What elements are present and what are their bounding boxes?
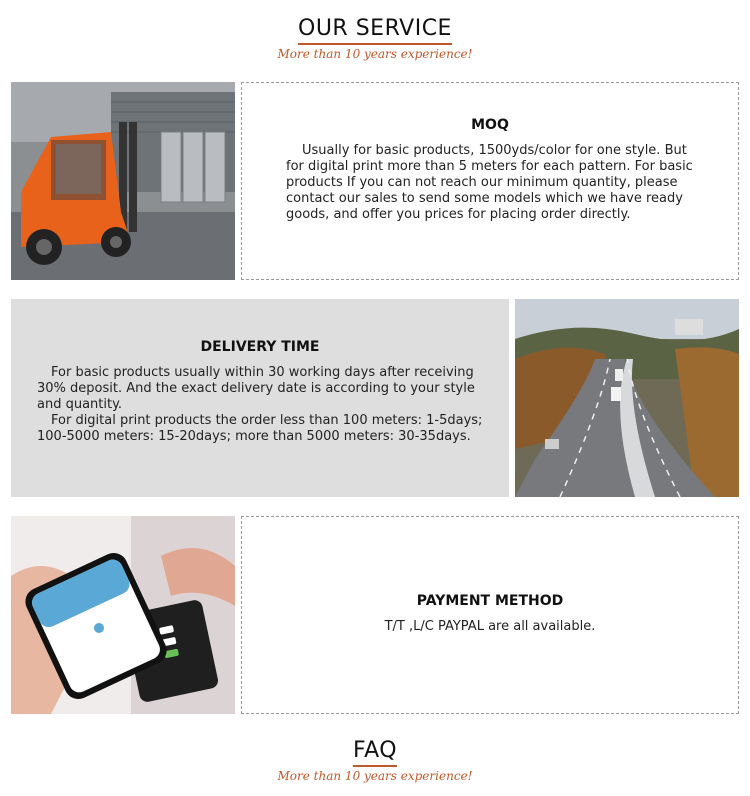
delivery-paragraph-2: For digital print products the order less than 100 meters: 1-5days; 100-5000 meters: 15-20days; more than 5000 meters: 30-35days. <box>37 413 483 444</box>
delivery-heading: DELIVERY TIME <box>200 339 320 355</box>
moq-box <box>241 82 739 280</box>
delivery-paragraph-1: For basic products usually within 30 working days after receiving 30% deposit. And the exact delivery date is according to your style and quantity. <box>37 365 475 412</box>
moq-paragraph: Usually for basic products, 1500yds/color for one style. But for digital print more than 5 meters for each pattern. For basic products If you can not reach our minimum quantity, please contact our sales to send some models which we have ready goods, and offer you prices for placing order directly. <box>286 143 693 222</box>
mobile-payment-photo <box>11 516 235 714</box>
delivery-box <box>11 299 509 497</box>
faq-title: FAQ <box>353 738 397 767</box>
delivery-text <box>37 365 483 445</box>
faq-header <box>0 738 750 783</box>
payment-box <box>241 516 739 714</box>
highway-photo <box>515 299 739 497</box>
forklift-photo <box>11 82 235 280</box>
moq-text <box>286 143 694 223</box>
payment-heading: PAYMENT METHOD <box>416 593 564 609</box>
service-title: OUR SERVICE <box>298 16 452 45</box>
moq-heading: MOQ <box>471 117 509 133</box>
service-subtitle: More than 10 years experience! <box>277 47 473 61</box>
faq-subtitle: More than 10 years experience! <box>277 769 473 783</box>
service-header <box>0 16 750 61</box>
payment-text <box>272 619 708 635</box>
payment-paragraph: T/T ,L/C PAYPAL are all available. <box>384 619 596 634</box>
